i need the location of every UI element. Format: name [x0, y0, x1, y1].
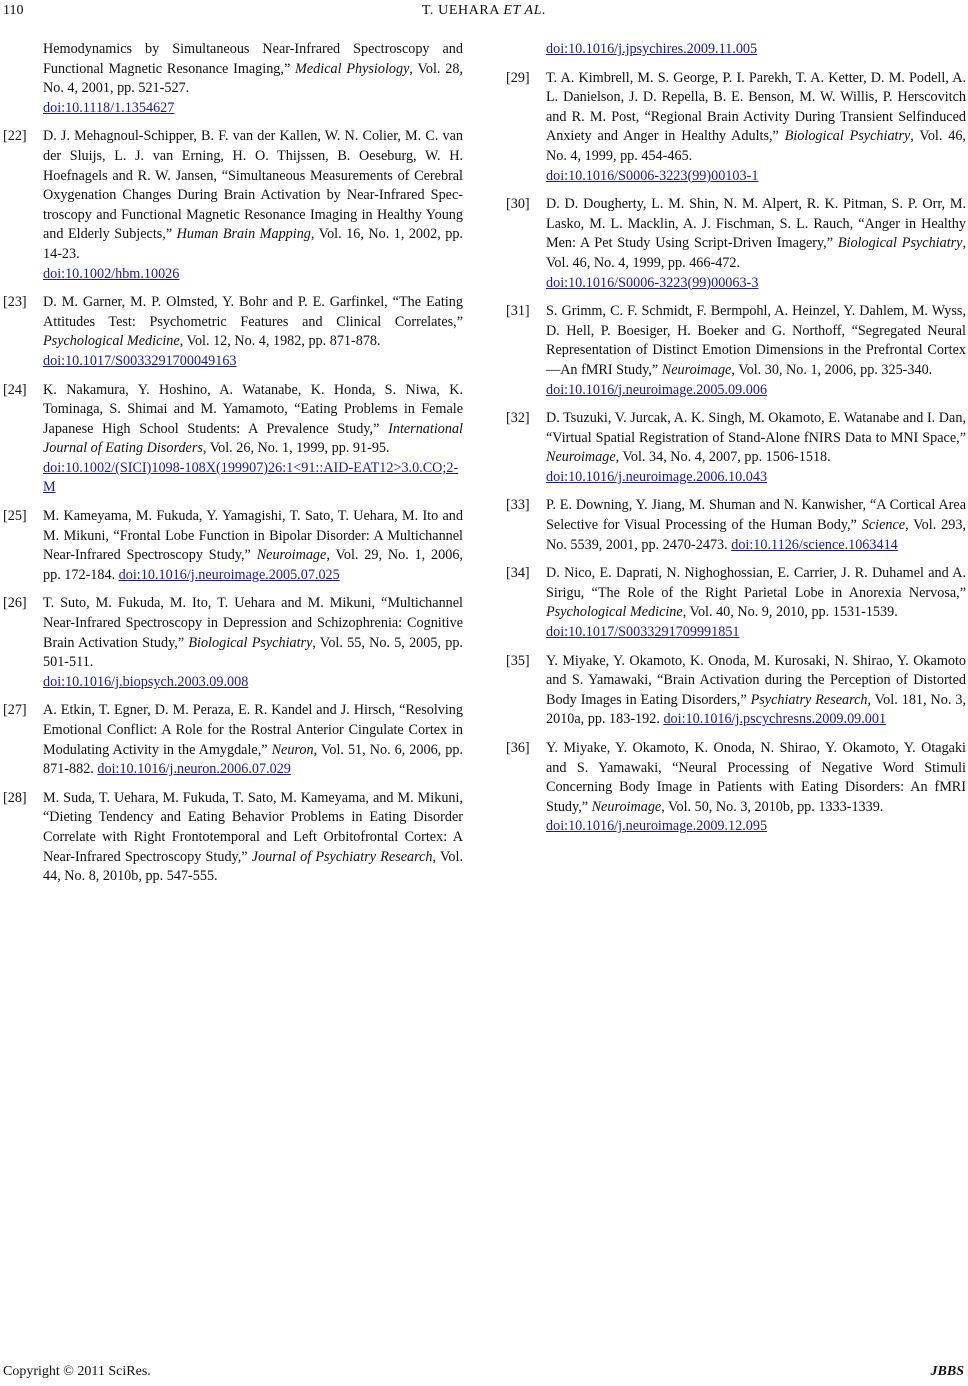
reference-item: [506, 195, 966, 293]
reference-item: [506, 739, 966, 837]
ref-details: , Vol. 40, No. 9, 2010, pp. 1531-1539.: [682, 604, 898, 621]
ref-text: P. E. Downing, Y. Jiang, M. Shuman and N. Kanwisher, “A Cortical Area Selective for Visual Processing of the Human Body,”: [546, 497, 966, 534]
ref-details: , Vol. 46, No. 4, 1999, pp. 454-465.: [546, 128, 966, 164]
reference-item: [506, 496, 966, 555]
ref-text: D. Nico, E. Daprati, N. Nighoghossian, E. Carrier, J. R. Duhamel and A. Sirigu, “The Role of the Right Parietal Lobe in Anorexia Nervosa,”: [546, 565, 966, 601]
running-head-authors: [0, 3, 968, 19]
doi-link[interactable]: doi:10.1016/j.neuroimage.2005.09.006: [546, 381, 768, 398]
ref-details: , Vol. 51, No. 6, 2006, pp. 871-882.: [43, 741, 463, 778]
doi-link[interactable]: doi:10.1016/j.neuroimage.2009.12.095: [546, 818, 768, 835]
ref-journal: Science: [861, 517, 906, 534]
doi-link[interactable]: doi:10.1016/j.neuron.2006.07.029: [97, 761, 291, 778]
reference-item: [3, 507, 463, 585]
ref-details: , Vol. 44, No. 8, 2010b, pp. 547-555.: [43, 848, 463, 885]
ref-journal: Medical Physiology: [295, 60, 410, 77]
ref-journal: Neuroimage: [546, 449, 616, 466]
ref-number: [28]: [3, 789, 27, 806]
ref-number: [27]: [3, 702, 27, 719]
ref-text: Y. Miyake, Y. Okamoto, K. Onoda, M. Kurosaki, N. Shirao, Y. Okamoto and S. Yamawaki, “Brain Activation during the Perception of Distorted Body Images in Eating Disorders,”: [546, 652, 966, 708]
ref-details: , Vol. 12, No. 4, 1982, pp. 871-878.: [179, 333, 381, 350]
ref-journal: Psychological Medicine: [43, 333, 180, 350]
ref-number: [36]: [506, 740, 530, 756]
ref-details: , Vol. 50, No. 3, 2010b, pp. 1333-1339.: [661, 798, 884, 815]
left-column: [3, 40, 463, 896]
reference-item: [3, 381, 463, 499]
ref-text: S. Grimm, C. F. Schmidt, F. Bermpohl, A. Heinzel, Y. Dahlem, M. Wyss, D. Hell, P. Boesiger, H. Boeker and G. Northoff, “Segregated Neural Representation of Distinct Emotion Dimensions in the Prefrontal Cortex—An fMRI Study,”: [546, 303, 966, 378]
ref-journal: Biological Psychiatry: [188, 634, 313, 651]
ref-text: D. Tsuzuki, V. Jurcak, A. K. Singh, M. Okamoto, E. Watanabe and I. Dan, “Virtual Spatial Registration of Stand-Alone fNIRS Data to MNI Space,”: [546, 410, 966, 446]
ref-details: , Vol. 55, No. 5, 2005, pp. 501-511.: [43, 634, 463, 671]
reference-item: [506, 302, 966, 400]
copyright-notice: Copyright © 2011 SciRes.: [3, 1364, 151, 1379]
ref-number: [29]: [506, 69, 530, 86]
reference-item: [3, 789, 463, 887]
ref-journal: Neuroimage: [661, 361, 732, 378]
reference-item: [3, 701, 463, 779]
running-header: [0, 0, 968, 24]
ref-journal: Biological Psychiatry: [837, 235, 963, 252]
reference-item: [3, 127, 463, 284]
ref-details: , Vol. 293, No. 5539, 2001, pp. 2470-2473.: [546, 517, 966, 553]
doi-link[interactable]: doi:10.1017/S0033291700049163: [43, 352, 237, 369]
ref-details: , Vol. 181, No. 3, 2010a, pp. 183-192.: [546, 691, 967, 728]
reference-continuation: [3, 40, 463, 118]
ref-text: K. Nakamura, Y. Hoshino, A. Watanabe, K. Honda, S. Niwa, K. Tominaga, S. Shimai and M. Yamamoto, “Eating Problems in Female Japanese High School Students: A Prevalence Study,”: [43, 381, 463, 437]
doi-link[interactable]: doi:10.1016/j.neuroimage.2006.10.043: [546, 468, 768, 485]
doi-link[interactable]: doi:10.1016/j.biopsych.2003.09.008: [43, 673, 249, 690]
ref-journal: Neuron: [271, 741, 314, 758]
ref-text: D. J. Mehagnoul-Schipper, B. F. van der Kallen, W. N. Colier, M. C. van der Sluijs, L. J. van Erning, H. O. Thijssen, B. Oeseburg, W. H. Hoefnagels and R. W. Jansen, “Simultaneous Measurements of Cerebral Oxygenation Changes During Brain Activation by Near-Infrared Spectroscopy and Functional Magnetic Resonance Imaging in Healthy Young and Elderly Subjects,”: [43, 128, 463, 243]
ref-number: [25]: [3, 508, 27, 525]
ref-journal: Neuroimage: [591, 798, 662, 815]
reference-item: [3, 293, 463, 371]
ref-text: D. D. Dougherty, L. M. Shin, N. M. Alpert, R. K. Pitman, S. P. Orr, M. Lasko, M. L. Macklin, A. J. Fischman, S. L. Rauch, “Anger in Healthy Men: A Pet Study Using Script-Driven Imagery,”: [546, 196, 966, 252]
ref-number: [22]: [3, 128, 27, 145]
reference-item: [506, 409, 966, 487]
ref-text: T. Suto, M. Fukuda, M. Ito, T. Uehara and M. Mikuni, “Multichannel Near-Infrared Spectroscopy in Depression and Schizophrenia: Cognitive Brain Activation Study,”: [43, 595, 463, 651]
page-footer: [0, 1364, 968, 1386]
reference-item: [3, 594, 463, 692]
doi-link[interactable]: doi:10.1016/S0006-3223(99)00103-1: [546, 167, 759, 184]
reference-list-right: [506, 69, 966, 837]
ref-text: Hemodynamics by Simultaneous Near-Infrared Spectroscopy and Functional Magnetic Resonance Imaging,”: [43, 41, 463, 77]
doi-link[interactable]: doi:10.1016/j.jpsychires.2009.11.005: [546, 41, 758, 57]
ref-journal: Journal of Psychiatry Research: [251, 848, 433, 865]
right-column: [506, 40, 966, 846]
ref-details: , Vol. 26, No. 1, 1999, pp. 91-95.: [202, 440, 390, 457]
ref-journal: Psychiatry Research: [750, 691, 868, 708]
doi-link[interactable]: doi:10.1017/S0033291709991851: [546, 624, 740, 641]
ref-number: [35]: [506, 652, 530, 669]
ref-text: M. Kameyama, M. Fukuda, Y. Yamagishi, T. Sato, T. Uehara, M. Ito and M. Mikuni, “Frontal Lobe Function in Bipolar Disorder: A Multichannel Near-Infrared Spectroscopy Study,”: [43, 508, 463, 564]
ref-number: [23]: [3, 294, 27, 311]
ref-text: A. Etkin, T. Egner, D. M. Peraza, E. R. Kandel and J. Hirsch, “Resolving Emotional Conflict: A Role for the Rostral Anterior Cingulate Cortex in Modulating Activity in the Amygdale,”: [43, 702, 463, 758]
reference-item: [506, 652, 966, 730]
page-number: 110: [3, 3, 24, 18]
reference-list-left: [3, 127, 463, 886]
ref-text: T. A. Kimbrell, M. S. George, P. I. Parekh, T. A. Ketter, D. M. Podell, A. L. Danielson, J. D. Repella, B. E. Benson, M. W. Willis, P. Herscovitch and R. M. Post, “Regional Brain Activity During Transient Selfinduced Anxiety and Anger in Healthy Adults,”: [546, 69, 966, 145]
doi-link[interactable]: doi:10.1016/j.pscychresns.2009.09.001: [663, 711, 887, 728]
doi-link[interactable]: doi:10.1002/hbm.10026: [43, 265, 180, 282]
doi-link[interactable]: doi:10.1016/j.neuroimage.2005.07.025: [118, 566, 340, 583]
reference-item: [506, 69, 966, 187]
ref-details: , Vol. 30, No. 1, 2006, pp. 325-340.: [731, 361, 933, 378]
ref-number: [32]: [506, 410, 530, 427]
ref-number: [30]: [506, 196, 530, 213]
journal-abbreviation: JBBS: [930, 1364, 964, 1379]
doi-link[interactable]: doi:10.1002/(SICI)1098-108X(199907)26:1<91::AID-EAT12>3.0.CO;2-M: [43, 459, 459, 496]
ref-details: , Vol. 16, No. 1, 2002, pp. 14-23.: [43, 226, 463, 262]
ref-number: [26]: [3, 595, 27, 612]
doi-link[interactable]: doi:10.1016/S0006-3223(99)00063-3: [546, 274, 759, 291]
ref-journal: International Journal of Eating Disorders: [43, 420, 463, 457]
doi-link[interactable]: doi:10.1118/1.1354627: [43, 99, 175, 116]
ref-details: , Vol. 34, No. 4, 2007, pp. 1506-1518.: [615, 449, 831, 466]
doi-link[interactable]: doi:10.1126/science.1063414: [731, 536, 898, 553]
ref-number: [31]: [506, 303, 530, 320]
ref-journal: Biological Psychiatry: [784, 128, 911, 145]
running-head-et-al: ET AL.: [503, 3, 547, 18]
ref-journal: Neuroimage: [256, 547, 327, 564]
reference-continuation: [506, 40, 966, 60]
ref-details: , Vol. 28, No. 4, 2001, pp. 521-527.: [43, 60, 463, 97]
ref-details: , Vol. 46, No. 4, 1999, pp. 466-472.: [546, 235, 967, 271]
ref-number: [33]: [506, 497, 530, 514]
ref-journal: Human Brain Mapping: [176, 226, 311, 243]
ref-text: M. Suda, T. Uehara, M. Fukuda, T. Sato, M. Kameyama, and M. Mikuni, “Dieting Tendency and Eating Behavior Problems in Eating Disorder Correlate with Right Frontotemporal and Left Orbitofrontal Cortex: A Near-Infrared Spectroscopy Study,”: [43, 789, 463, 865]
ref-number: [24]: [3, 381, 27, 398]
ref-text: Y. Miyake, Y. Okamoto, K. Onoda, N. Shirao, Y. Okamoto, Y. Otagaki and S. Yamawaki, “Neural Processing of Negative Word Stimuli Concerning Body Image in Patients with Eating Disorders: An fMRI Study,”: [546, 740, 966, 815]
reference-item: [506, 564, 966, 642]
ref-journal: Psychological Medicine: [546, 604, 683, 621]
ref-details: , Vol. 29, No. 1, 2006, pp. 172-184.: [43, 547, 463, 583]
ref-number: [34]: [506, 565, 530, 582]
ref-text: D. M. Garner, M. P. Olmsted, Y. Bohr and P. E. Garfinkel, “The Eating Attitudes Test: Psychometric Features and Clinical Correlates,”: [43, 294, 463, 330]
running-head-author: T. UEHARA: [421, 3, 500, 18]
